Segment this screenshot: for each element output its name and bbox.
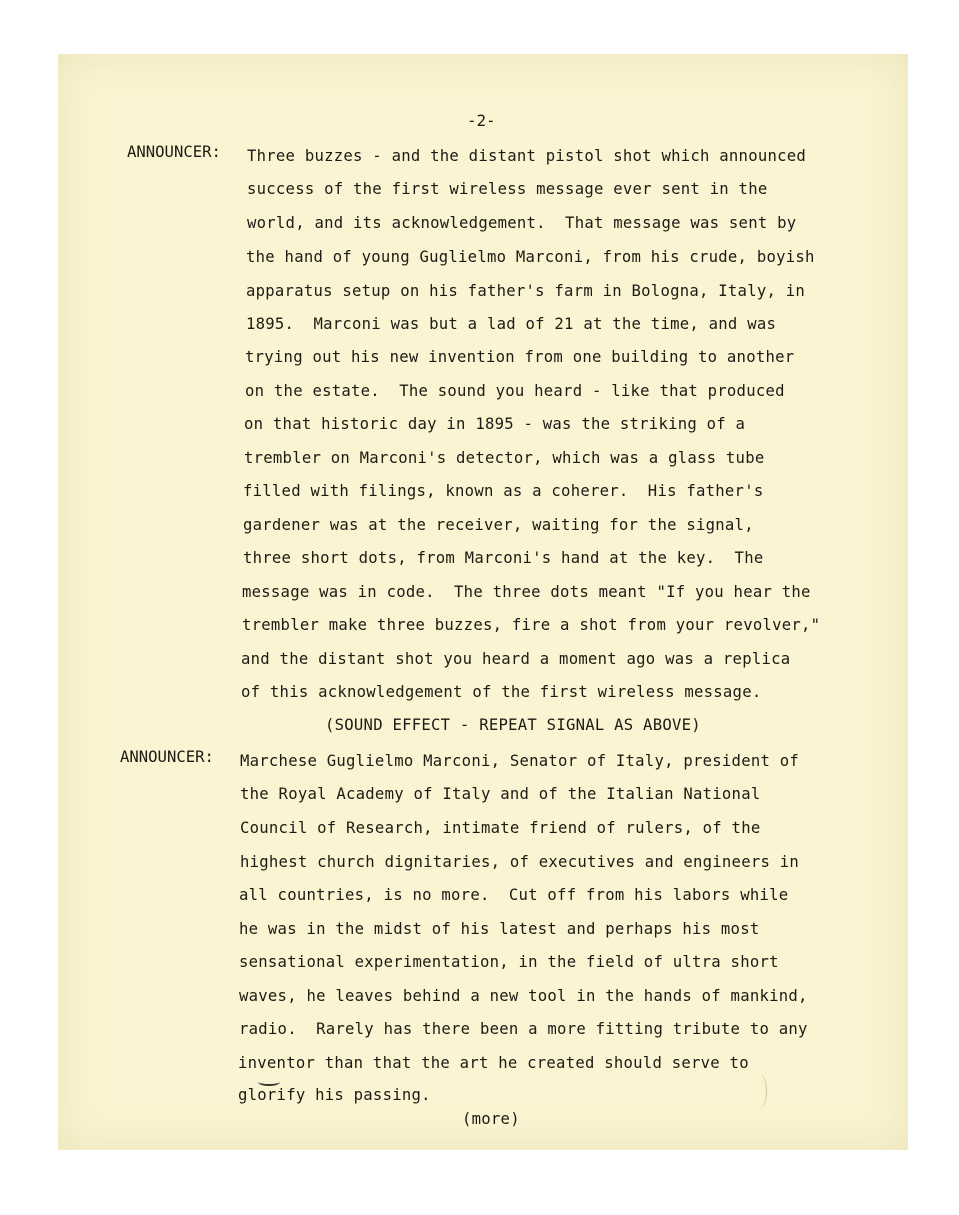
text-line: 1895. Marconi was but a lad of 21 at the time, and was (246, 315, 777, 333)
text-line: the hand of young Guglielmo Marconi, from his crude, boyish (246, 248, 815, 266)
text-line: inventor than that the art he created should serve to (238, 1054, 749, 1072)
text-line: waves, he leaves behind a new tool in the hands of mankind, (239, 987, 808, 1005)
text-line: the Royal Academy of Italy and of the Italian National (240, 785, 761, 803)
text-line: sensational experimentation, in the field of ultra short (239, 953, 779, 971)
text-line: on that historic day in 1895 - was the striking of a (244, 415, 746, 433)
text-line: Marchese Guglielmo Marconi, Senator of Italy, president of (240, 752, 800, 770)
pen-mark (258, 1078, 280, 1086)
text-line: all countries, is no more. Cut off from his labors while (239, 886, 789, 904)
more-indicator: (more) (462, 1110, 520, 1128)
text-line: Three buzzes - and the distant pistol shot which announced (247, 147, 807, 165)
text-line: trembler make three buzzes, fire a shot from your revolver," (242, 616, 821, 634)
speaker-label: ANNOUNCER: (120, 748, 214, 766)
text-line: apparatus setup on his father's farm in Bologna, Italy, in (246, 282, 806, 300)
text-line: success of the first wireless message ever sent in the (247, 180, 768, 198)
text-line: Council of Research, intimate friend of rulers, of the (240, 819, 761, 837)
text-line: gardener was at the receiver, waiting for the signal, (243, 516, 754, 534)
sound-effect-direction: (SOUND EFFECT - REPEAT SIGNAL AS ABOVE) (325, 716, 701, 734)
text-line: message was in code. The three dots meant "If you hear the (242, 583, 811, 601)
text-line: world, and its acknowledgement. That message was sent by (247, 214, 797, 232)
speaker-label: ANNOUNCER: (127, 143, 221, 161)
text-line: on the estate. The sound you heard - like that produced (245, 382, 785, 400)
text-line: filled with filings, known as a coherer. His father's (243, 482, 764, 500)
text-line: highest church dignitaries, of executives and engineers in (240, 853, 800, 871)
text-line: of this acknowledgement of the first wireless message. (241, 683, 762, 701)
pencil-mark (752, 1074, 767, 1108)
page-number: -2- (467, 112, 496, 130)
text-line: trying out his new invention from one building to another (245, 348, 795, 366)
text-line: three short dots, from Marconi's hand at the key. The (243, 549, 764, 567)
text-line: he was in the midst of his latest and perhaps his most (239, 920, 760, 938)
text-line: and the distant shot you heard a moment ago was a replica (241, 650, 791, 668)
text-line: glorify his passing. (238, 1086, 431, 1104)
text-line: radio. Rarely has there been a more fitting tribute to any (239, 1020, 808, 1038)
text-line: trembler on Marconi's detector, which was a glass tube (244, 449, 765, 467)
